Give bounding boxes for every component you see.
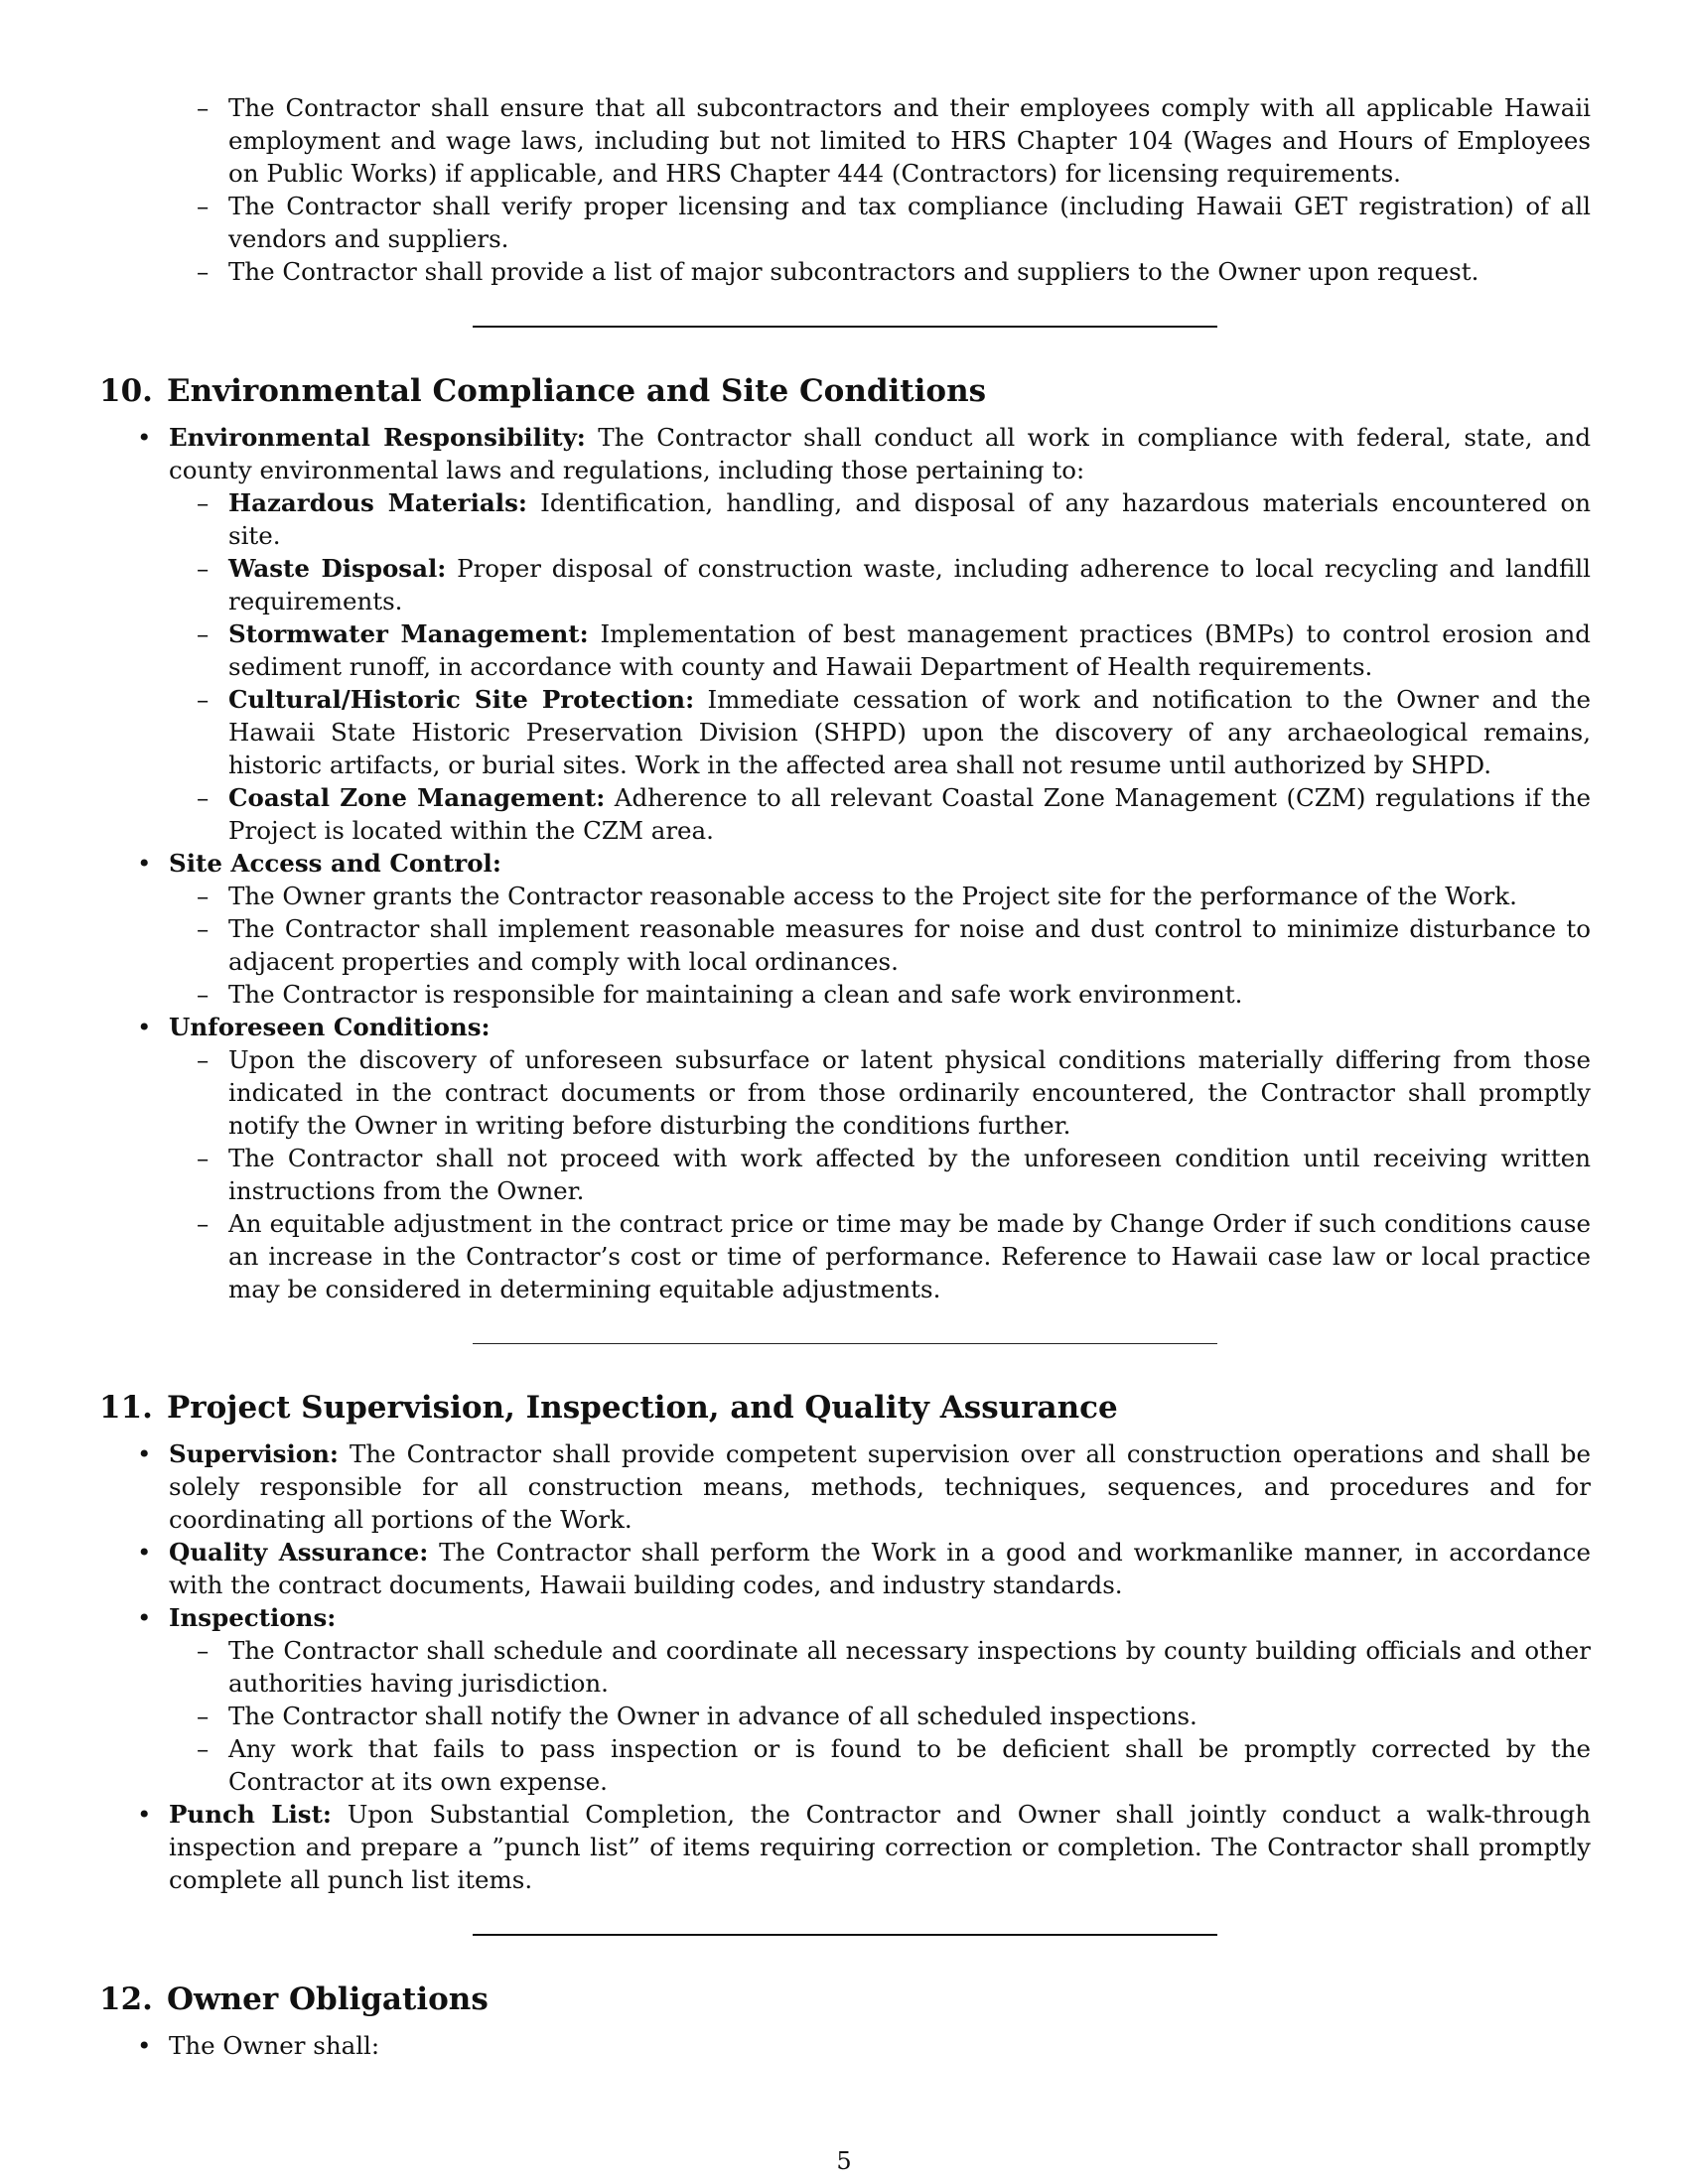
- list-item: – Upon the discovery of unforeseen subsurface or latent physical conditions materially differing from those indicated in the contract documents or from those ordinarily encountered, the Contractor shall promptly notify the Owner in writing before disturbing the conditions further.: [99, 1043, 1591, 1142]
- list-item: – The Contractor shall notify the Owner in advance of all scheduled inspections.: [99, 1700, 1591, 1732]
- section-number: 10.: [99, 373, 153, 409]
- list-item-quality-assurance: [99, 1536, 1591, 1601]
- list-item: – The Contractor shall schedule and coordinate all necessary inspections by county building officials and other authorities having jurisdiction.: [99, 1634, 1591, 1700]
- list-item: – The Contractor shall ensure that all subcontractors and their employees comply with all applicable Hawaii employment and wage laws, including but not limited to HRS Chapter 104 (Wages and Hours of Employees on Public Works) if applicable, and HRS Chapter 444 (Contractors) for licensing requirements.: [99, 91, 1591, 190]
- site-access-sublist: [99, 880, 1591, 1011]
- list-item-supervision: [99, 1437, 1591, 1536]
- item-text: Adherence to all relevant Coastal Zone Management (CZM) regulations if the Project is located within the CZM area.: [228, 783, 1591, 845]
- item-text: Upon Substantial Completion, the Contractor and Owner shall jointly conduct a walk-through inspection and prepare a ”punch list” of items requiring correction or completion. The Contractor shall promptly complete all punch list items.: [169, 1800, 1591, 1894]
- item-text: The Contractor shall conduct all work in compliance with federal, state, and county environmental laws and regulations, including those pertaining to:: [169, 423, 1591, 484]
- list-item-inspections: [99, 1601, 1591, 1798]
- section-12-heading: [99, 1979, 1591, 2019]
- item-label: Punch List:: [169, 1800, 332, 1829]
- list-item-environmental-responsibility: [99, 421, 1591, 847]
- section-number: 11.: [99, 1390, 153, 1426]
- item-label: Coastal Zone Management:: [228, 783, 606, 812]
- list-item: [99, 781, 1591, 847]
- item-text: Proper disposal of construction waste, including adherence to local recycling and landfill requirements.: [228, 554, 1591, 615]
- list-item: [99, 486, 1591, 552]
- section-title: Project Supervision, Inspection, and Quality Assurance: [166, 1390, 1118, 1426]
- page-number: 5: [836, 2147, 852, 2175]
- item-label: Hazardous Materials:: [228, 488, 527, 517]
- section-11-list: [99, 1437, 1591, 1896]
- list-item: [99, 617, 1591, 683]
- list-item: [99, 552, 1591, 617]
- item-label: Environmental Responsibility:: [169, 423, 586, 452]
- item-label: Quality Assurance:: [169, 1538, 429, 1567]
- page-content: [99, 91, 1591, 2062]
- list-item: [99, 683, 1591, 781]
- inspections-sublist: [99, 1634, 1591, 1798]
- list-item: – The Owner grants the Contractor reasonable access to the Project site for the performance of the Work.: [99, 880, 1591, 912]
- list-item: – The Contractor is responsible for maintaining a clean and safe work environment.: [99, 978, 1591, 1011]
- section-number: 12.: [99, 1981, 153, 2017]
- environmental-sublist: [99, 486, 1591, 847]
- section-11-heading: [99, 1388, 1591, 1428]
- item-text: The Contractor shall perform the Work in a good and workmanlike manner, in accordance with the contract documents, Hawaii building codes, and industry standards.: [169, 1538, 1592, 1599]
- section-10-list: [99, 421, 1591, 1305]
- section-title: Environmental Compliance and Site Conditions: [166, 373, 987, 409]
- list-item-site-access: [99, 847, 1591, 1011]
- list-item: – The Contractor shall not proceed with work affected by the unforeseen condition until receiving written instructions from the Owner.: [99, 1142, 1591, 1207]
- item-text: The Contractor shall provide competent supervision over all construction operations and shall be solely responsible for all construction means, methods, techniques, sequences, and procedures and for coordinating all portions of the Work.: [169, 1439, 1591, 1534]
- list-item-unforeseen-conditions: [99, 1011, 1591, 1305]
- list-item-punch-list: [99, 1798, 1591, 1896]
- item-label: Cultural/Historic Site Protection:: [228, 685, 695, 714]
- list-item: – The Contractor shall provide a list of major subcontractors and suppliers to the Owner upon request.: [99, 255, 1591, 288]
- item-label: Site Access and Control:: [169, 849, 501, 878]
- item-text: Immediate cessation of work and notification to the Owner and the Hawaii State Historic Preservation Division (SHPD) upon the discovery of any archaeological remains, historic artifacts, or burial sites. Work in the affected area shall not resume until authorized by SHPD.: [228, 685, 1591, 779]
- subcontractor-compliance-list: [99, 91, 1591, 288]
- section-12-list: [99, 2029, 1591, 2062]
- list-item: • The Owner shall:: [99, 2029, 1591, 2062]
- item-label: Inspections:: [169, 1603, 337, 1632]
- list-item: – An equitable adjustment in the contract price or time may be made by Change Order if such conditions cause an increase in the Contractor’s cost or time of performance. Reference to Hawaii case law or local practice may be considered in determining equitable adjustments.: [99, 1207, 1591, 1305]
- item-label: Waste Disposal:: [228, 554, 447, 583]
- item-text: Implementation of best management practices (BMPs) to control erosion and sediment runoff, in accordance with county and Hawaii Department of Health requirements.: [228, 619, 1591, 681]
- list-item: – The Contractor shall verify proper licensing and tax compliance (including Hawaii GET registration) of all vendors and suppliers.: [99, 190, 1591, 255]
- item-label: Unforeseen Conditions:: [169, 1013, 491, 1041]
- list-item: – Any work that fails to pass inspection or is found to be deficient shall be promptly corrected by the Contractor at its own expense.: [99, 1732, 1591, 1798]
- section-title: Owner Obligations: [166, 1981, 489, 2017]
- section-10-heading: [99, 371, 1591, 411]
- unforeseen-sublist: [99, 1043, 1591, 1305]
- item-text: Identification, handling, and disposal of any hazardous materials encountered on site.: [228, 488, 1591, 550]
- item-label: Supervision:: [169, 1439, 339, 1468]
- list-item: – The Contractor shall implement reasonable measures for noise and dust control to minimize disturbance to adjacent properties and comply with local ordinances.: [99, 912, 1591, 978]
- item-label: Stormwater Management:: [228, 619, 589, 648]
